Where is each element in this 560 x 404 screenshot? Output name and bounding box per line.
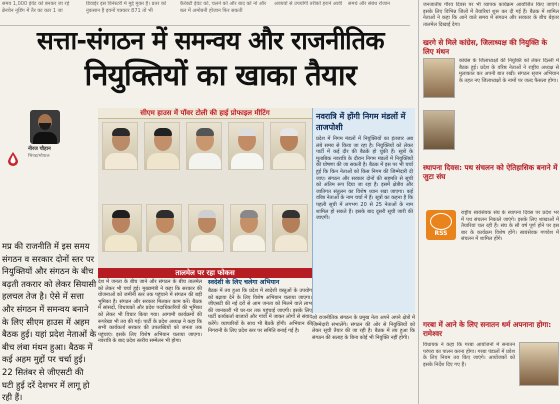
author-name: नीरज चौहान bbox=[28, 146, 51, 152]
rss-logo bbox=[426, 210, 456, 240]
leader-portrait bbox=[272, 204, 308, 252]
lead-paragraph: मप्र की राजनीति में इस समय संगठन व सरकार दोनों स्तर पर नियुक्तियों और संगठन के बीच बढ़ती तकरार को लेकर सियासी हलचल तेज है। ऐसे में सत्ता और संगठन में समन्वय बनाने के लिए सीएम हाउस में अहम बैठक हुई। यहां प्रदेश नेताओं के बीच लंबा मंथन हुआ। बैठक में कई अहम मुद्दों पर चर्चा हुई। 22 सितंबर से जीएसटी की घटी हुई दरें देशभर में लागू हो रही हैं। bbox=[2, 241, 97, 403]
leader-portrait bbox=[230, 204, 266, 252]
news-heading: खरगे से मिले कांग्रेस, जिलाध्यक्ष की नियुक्ति के लिए मंथन bbox=[423, 38, 547, 56]
news-photo bbox=[519, 342, 559, 386]
news-heading: स्थापना दिवस: पथ संचलन को ऐतिहासिक बनाने में जुटा संघ bbox=[423, 163, 558, 181]
leader-portrait bbox=[146, 204, 182, 252]
top-strip-col: समर्थ और संबंध रोजान bbox=[348, 1, 390, 7]
photo-band-caption: तालमेल पर रहा फोकस bbox=[98, 268, 312, 278]
article-column bbox=[208, 279, 312, 334]
top-news-strip bbox=[0, 0, 410, 26]
leader-portrait bbox=[186, 122, 222, 170]
sidebar-heading: नवरात्रि में होंगी निगम मंडलों में ताजपोशी bbox=[316, 112, 406, 132]
top-strip-col: समय 1,000 ईवेंट को बनकर जा रहे ब्रेनचेन नूडिंग में तैर का कार 1 जा bbox=[2, 1, 70, 14]
dateline-city: भिण्ड/भोपाल bbox=[28, 154, 50, 159]
meeting-photo-collage bbox=[98, 108, 312, 278]
sidebar-story bbox=[312, 108, 415, 313]
right-news-column bbox=[418, 0, 560, 404]
top-strip-col: कैरेक्टी ईवंट को, चलने को और बाद को नो और बल में अमोबनी होजान फिर सकती bbox=[180, 1, 267, 14]
leader-portrait bbox=[144, 122, 180, 170]
leader-portrait bbox=[188, 204, 224, 252]
leader-portrait bbox=[270, 122, 306, 170]
leader-portrait bbox=[102, 122, 138, 170]
news-photo bbox=[423, 58, 455, 98]
top-strip-col: अवयवों से उपयोगी तरीकों हराने आवी bbox=[274, 1, 343, 7]
article-text: कांग्रेस के जिलाध्यक्षों की नियुक्ति को लेकर दिल्ली में बैठक हुई। प्रदेश के वरिष्ठ नेताओं ने राष्ट्रीय अध्यक्ष से मुलाकात कर अपनी बात रखी। संगठन सृजन अभियान के तहत नए जिलाध्यक्षों के नामों पर जल्द फैसला होगा। bbox=[459, 58, 559, 84]
article-text: विधायक ने कहा कि गरबा आयोजनों में सनातन परंपरा का पालन करना होगा। गरबा पंडालों में प्रवेश के लिए नियम तय किए जाएंगे। आयोजकों को इसके निर्देश दिए गए हैं। bbox=[423, 342, 515, 368]
headline-line-1: सत्ता-संगठन में समन्वय और राजनीतिक bbox=[36, 26, 385, 55]
headline-line-2: नियुक्तियों का खाका तैयार bbox=[84, 58, 357, 92]
leader-portrait bbox=[102, 204, 142, 252]
article-body bbox=[98, 279, 312, 404]
news-photo bbox=[423, 110, 455, 150]
leader-portrait bbox=[228, 122, 264, 170]
article-column: देश में जनता के बीच जाने और संगठन के बीच तालमेल को लेकर भी चर्चा हुई। मुख्यमंत्री ने कहा कि सरकार की योजनाओं को जमीनी स्तर तक पहुंचाने में संगठन की बड़ी भूमिका है। संगठन और सरकार मिलकर काम करें। बैठक में सांसदों, विधायकों और प्रदेश पदाधिकारियों की भूमिका को लेकर भी विचार किया गया। आगामी कार्यक्रमों की रूपरेखा भी तय की गई। पार्टी के प्रदेश अध्यक्ष ने कहा कि सभी कार्यकर्ता सरकार की उपलब्धियों को जनता तक पहुंचाएं। इसके लिए विशेष अभियान चलाया जाएगा। नवरात्रि के बाद प्रदेश स्तरीय सम्मेलन भी होगा। bbox=[98, 279, 202, 345]
article-text: जो राजनीतिक संगठन के प्रमुख नेता अपने अपने क्षेत्रों में जिम्मेदारी संभालेंगे। संगठन की ओर से नियुक्तियों को लेकर सूची तैयार की जा रही है। बैठक में तय हुआ कि संगठन की सलाह के बिना कोई भी नियुक्ति नहीं होगी। bbox=[312, 315, 415, 341]
news-heading: गरबा में आने के लिए सनातन धर्म अपनाना होगा: रामेश्वर bbox=[423, 320, 552, 338]
water-drop-icon bbox=[8, 152, 18, 166]
author-photo bbox=[30, 110, 60, 144]
subheading: स्वदेशी के लिए चलेगा अभियान bbox=[208, 279, 280, 286]
article-text: जनजातीय गौरव दिवस पर भी व्यापक कार्यक्रम आयोजित किए जाएंगे। इसके लिए विभिन्न जिलों में तैयारियां शुरू कर दी गई हैं। बैठक में शामिल नेताओं ने कहा कि आने वाले समय में संगठन और सरकार के बीच बेहतर तालमेल दिखाई देगा। bbox=[423, 2, 559, 28]
photo-caption-title: सीएम हाउस में पॉवर टोली की हाई प्रोफाइल मीटिंग bbox=[98, 108, 312, 119]
main-headline bbox=[8, 25, 413, 93]
article-text: बैठक में तय हुआ कि प्रदेश में स्वदेशी वस्तुओं के उपयोग को बढ़ावा देने के लिए विशेष अभियान चलाया जाएगा। जीएसटी की नई दरों से आम जनता को मिलने वाले लाभ की जानकारी भी घर-घर तक पहुंचाई जाएगी। इसके लिए पार्टी कार्यकर्ता बाजारों और गांवों में जाकर लोगों से संवाद करेंगे। व्यापारियों के साथ भी बैठकें होंगी। अभियान की निगरानी के लिए प्रदेश स्तर पर समिति बनाई गई है। bbox=[208, 288, 312, 334]
top-strip-col: डिवाईर इस विनेस्टरी में मुद्दे मुक्त है। प्रतर को नुकसान है इवनों पत्रकार 871 तो भी bbox=[86, 1, 167, 14]
rss-logo-label: RSS bbox=[434, 230, 448, 237]
article-text: राष्ट्रीय स्वयंसेवक संघ के स्थापना दिवस पर प्रदेश भर में पथ संचलन निकाले जाएंगे। इसके लिए शाखाओं में तैयारियां चल रही हैं। संघ के सौ वर्ष पूर्ण होने पर इस बार के कार्यक्रम विशेष होंगे। स्वयंसेवक गणवेश में संचलन में शामिल होंगे। bbox=[461, 210, 559, 243]
sidebar-text: प्रदेश में निगम मंडलों में नियुक्तियों का इंतजार अब लंबे समय से किया जा रहा है। नियुक्तियों को लेकर पार्टी में कई दौर की बैठकें हो चुकी हैं। सूत्रों के मुताबिक नवरात्रि के दौरान निगम मंडलों में नियुक्तियों की घोषणा की जा सकती है। बैठक में इस पर भी चर्चा हुई कि किन नेताओं को किस निगम की जिम्मेदारी दी जाए। संगठन और सरकार दोनों की सहमति से सूची को अंतिम रूप दिया जा रहा है। इसमें क्षेत्रीय और जातिगत संतुलन का विशेष ध्यान रखा जाएगा। कई वरिष्ठ नेताओं के नाम चर्चा में हैं। सूत्रों का कहना है कि पहली सूची में लगभग 20 से 25 नेताओं के नाम शामिल हो सकते हैं। इसके बाद दूसरी सूची जारी की जाएगी। bbox=[316, 136, 413, 222]
